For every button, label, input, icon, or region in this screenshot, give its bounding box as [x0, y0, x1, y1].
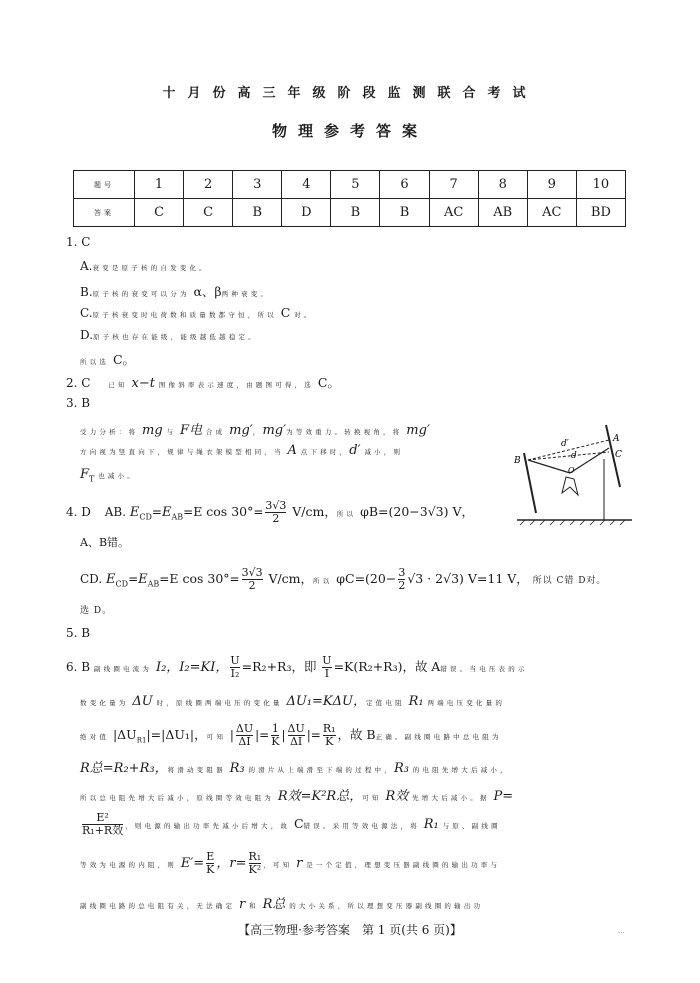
q6-fu-den: I₂ [230, 667, 240, 680]
q6-line-6 [80, 812, 501, 837]
q6-l2d: ΔU₁=KΔU， [286, 694, 366, 709]
q6-l3d: |=|ΔU₁|， [146, 727, 207, 742]
q6-fu-num: U [230, 654, 240, 667]
q3-l1c: 合成 [205, 428, 226, 436]
q6-frac-u-i [322, 655, 331, 680]
q5-heading: 5. B [66, 626, 91, 640]
q6-f6-num: E² [96, 811, 109, 824]
q6-l4e: R₃ [393, 761, 409, 776]
q4-f1-num: 3√3 [265, 499, 287, 512]
q6-line-7 [80, 851, 500, 876]
fig-label-a: A [613, 434, 620, 444]
q6-l8c: 和 [249, 902, 259, 910]
q4-line-3: CD. $E_{CD}=E_{AB}=E$ cos 30°= $\frac{3√3}{2}$ V/cm，所以 φC=(20− $\frac{3}{2}$ √3 · 2√3) V=11 V， 所以 C错 D对。 [80, 566, 607, 592]
answer-cell: AB [478, 199, 527, 227]
q6-l2a: 数变化量为 [80, 699, 129, 707]
fig-label-d: d [571, 451, 577, 461]
q6-l7f: 是一个定值，理想变压器副线圈的输出功率与 [306, 861, 501, 869]
q4-cd-tag: CD. [80, 572, 103, 586]
q3-f-tension-sub: T [89, 474, 95, 484]
q6-f3a-num: ΔU [235, 722, 254, 735]
q4-f1-den: 2 [265, 512, 286, 525]
number-cell: 3 [233, 171, 282, 199]
q1-c-text2: 对。 [294, 311, 314, 319]
q4-fraction-1 [265, 500, 286, 525]
q6-l5b: R效=K²R总， [277, 789, 363, 804]
q2-symbol: x−t [131, 376, 155, 391]
q6-line-4 [80, 757, 510, 776]
q6-l8b: r [239, 897, 246, 912]
q4-e-cd: E [129, 505, 140, 520]
q6-f3c-num: ΔU [287, 722, 305, 735]
q4-f2-den: 2 [398, 579, 406, 592]
q6-l5e: 先增大后减小。据 [412, 794, 490, 802]
q2-answer: C。 [317, 375, 340, 390]
q1-b-text2: 两种衰变。 [221, 290, 271, 298]
q4-cd-unit: V/cm， [268, 571, 314, 586]
q3-l1e: 为等效重力。转换视角，将 [286, 428, 403, 436]
q4-line-1: 4. D AB. $E_{CD}=E_{AB}=E$ cos 30°= $\frac{3√3}{2}$ V/cm，所以 φB=(20−3√3) V， [66, 499, 475, 525]
q4-so: 所以 [336, 510, 357, 518]
answer-row [74, 199, 626, 227]
q3-mg-prime-3: mg′ [406, 423, 430, 438]
q6-l4b: 将滑动变阻器 [167, 766, 226, 774]
answer-cell: D [282, 199, 331, 227]
q1-c-symbol: C [280, 305, 291, 320]
q3-l1b: 与 [166, 428, 177, 436]
q6-f7a-num: E [206, 850, 215, 863]
q1-c-tag: C. [80, 306, 93, 320]
q3-line-1 [80, 419, 430, 438]
q6-f3d-num: R₁ [322, 722, 336, 735]
q6-frac-r [249, 851, 262, 876]
q4-phi-b: φB=(20−3√3) V， [360, 504, 475, 519]
q4-cd-sub-2: CD [115, 579, 129, 589]
number-cell: 9 [527, 171, 576, 199]
hanging-clothes [562, 477, 578, 495]
q4-cos-expr: E cos 30° [193, 504, 254, 519]
q6-l8d: R总 [262, 897, 286, 912]
q6-f7b-den: K² [248, 863, 262, 876]
row-label-number: 题号 [74, 171, 135, 199]
q6-frac-e [206, 851, 214, 876]
q6-line-3: 绝对值 $|\Delta U_{R1}|=|\Delta U_1|$，可知 | $\frac{\Delta U}{\Delta I}$ |= $\frac{1}{K}$ | $\frac{\Delta U}{\Delta I}$ |= $\frac{\text{R₁}}{K}$ ，故 B正确。副线圈电路中总电阻为 [80, 722, 502, 748]
q1-c-text1: 原子核衰变时电荷数和质量数都守恒，所以 [92, 311, 277, 319]
number-cell: 2 [184, 171, 233, 199]
q6-l2b: ΔU [132, 694, 153, 709]
q6-frac-u-i2 [230, 655, 239, 680]
q6-line-5 [80, 785, 513, 804]
q6-l6c: 错误。采用等效电源法，将 [303, 822, 420, 830]
q3-d-prime: d′ [349, 443, 361, 458]
q1-d-text: 原子核也存在能级，能级越低越稳定。 [93, 333, 258, 341]
number-cell: 4 [282, 171, 331, 199]
q3-l2c: 减小，则 [364, 448, 404, 456]
q4-f1-num-2: 3√3 [241, 566, 263, 579]
q4-cos-expr-2: E cos 30° [169, 571, 230, 586]
q6-l5d: R效 [385, 789, 409, 804]
q6-l7a: 等效为电源的内阻，则 [80, 861, 177, 869]
q6-frac-power [82, 812, 123, 837]
q6-line-2 [80, 690, 505, 709]
q4-fraction-2 [242, 567, 263, 592]
fig-label-b: B [514, 456, 521, 466]
q1-option-c [80, 305, 314, 320]
q6-l7b: E′= [180, 856, 205, 871]
q6-l5c: 可知 [362, 794, 382, 802]
q4-cd-sub: CD [139, 512, 152, 522]
q6-fui-den: I [322, 667, 331, 680]
q6-l3a: 绝对值 [80, 733, 110, 741]
q6-frac-3a [236, 723, 253, 748]
corner-mark: ··· [618, 929, 625, 937]
q6-frac-3d [323, 723, 336, 748]
row-label-answer: 答案 [74, 199, 135, 227]
q6-f3c-den: ΔI [288, 735, 305, 748]
q3-l2b: 点下移时， [300, 448, 350, 456]
answer-cell: AC [429, 199, 478, 227]
q1-d-tag: D. [80, 328, 94, 342]
q3-f-tension: F [80, 467, 90, 482]
q6-f3b-den: K [271, 735, 280, 748]
q6-l1b: I₂，I₂=KI， [155, 660, 229, 675]
q6-l1a: 副线圈电流为 [93, 665, 153, 673]
q1-b-symbol: α、β [193, 284, 222, 299]
q4-unit: V/cm， [292, 504, 337, 519]
q4-ab-sub-2: AB [147, 579, 160, 589]
q6-fui-num: U [322, 654, 332, 667]
q1-option-a [80, 259, 209, 273]
number-cell: 7 [429, 171, 478, 199]
q1-option-b [80, 282, 270, 300]
q6-l1c: =R₂+R₃，即 [241, 659, 317, 674]
q4-ab-tag: AB. [104, 505, 127, 519]
q4-fraction-3 [398, 567, 405, 592]
q6-l6a: ，则电源的输出功率先减小后增大，故 [125, 822, 291, 830]
rope-left [528, 460, 570, 473]
q6-l4c: R₃ [229, 761, 245, 776]
answer-cell: C [135, 199, 184, 227]
q6-l2f: R₁ [408, 694, 424, 709]
q1-option-d [80, 328, 258, 342]
q4-e-ab: E [161, 505, 172, 520]
q6-l8a: 副线圈电路的总电阻有关，无法确定 [80, 902, 236, 910]
q4-cd-result: 所以 C错 D对。 [532, 576, 607, 586]
q6-l8e: 的大小关系，所以理想变压器副线圈的输出功 [289, 902, 484, 910]
q6-l3g: B [366, 727, 376, 742]
q6-l3h: 正确。副线圈电路中总电阻为 [375, 733, 502, 741]
q1-end-answer: C。 [112, 352, 136, 367]
q3-mg-prime: mg′ [229, 423, 253, 438]
fig-label-d-prime: d′ [561, 439, 569, 449]
q6-l5a: 所以总电阻先增大后减小，原线圈等效电阻为 [80, 794, 274, 802]
number-cell: 10 [576, 171, 625, 199]
q3-line-2 [80, 443, 403, 458]
answer-cell: C [184, 199, 233, 227]
fig-label-c: C [615, 450, 622, 460]
q6-l2g: 两端电压变化量的 [427, 699, 506, 707]
q4-line-2 [80, 534, 129, 550]
q3-l2a: 方向视为竖直向下，规律与绳衣架模型相同，当 [80, 448, 284, 456]
q3-l1a: 受力分析：将 [80, 428, 139, 436]
q4-heading: 4. D [66, 505, 91, 519]
q1-a-text: 衰变是原子核的自发变化。 [92, 264, 209, 272]
q6-frac-3c [288, 723, 305, 748]
fig-label-o: O [568, 466, 575, 475]
q6-l4a: R总=R₂+R₃， [80, 761, 168, 776]
answer-table [73, 170, 626, 227]
q2-line [66, 373, 340, 391]
q6-l5f: P= [493, 789, 514, 804]
q6-line-1 [66, 655, 528, 680]
q6-l4d: 的滑片从上端滑至下端的过程中， [248, 766, 394, 774]
q2-text2: 图像斜率表示速度，由题图可得，选 [158, 381, 314, 389]
q6-l6b: C [293, 816, 304, 831]
q6-f7a-den: K [206, 863, 215, 876]
q1-heading: 1. C [66, 235, 91, 249]
q2-heading: 2. C [66, 376, 91, 390]
number-cell: 8 [478, 171, 527, 199]
q1-conclusion [80, 350, 135, 368]
q1-end-text: 所以选 [80, 358, 110, 366]
question-number-row [74, 171, 626, 199]
q4-ab-wrong: A、B错。 [80, 536, 130, 549]
q4-ab-sub: AB [171, 512, 184, 522]
q4-f2-num: 3 [398, 566, 406, 579]
q1-b-tag: B. [80, 285, 93, 299]
q6-l6d: R₁ [423, 817, 439, 832]
q1-b-text1: 原子核的衰变可以分为 [92, 290, 190, 298]
q6-heading: 6. B [66, 660, 91, 674]
q6-l2e: 定值电阻 [365, 699, 405, 707]
number-cell: 5 [331, 171, 380, 199]
q3-l1d: ， [252, 428, 263, 436]
q6-l1e: A [431, 659, 441, 674]
answer-cell: BD [576, 199, 625, 227]
answer-cell: B [233, 199, 282, 227]
q3-point-a: A [287, 443, 297, 458]
q4-phi-c2: √3 · 2√3) V=11 V， [407, 571, 529, 586]
q6-f3b-num: 1 [271, 722, 279, 735]
number-cell: 1 [135, 171, 184, 199]
answer-key-title: 物理参考答案 [271, 122, 428, 140]
q4-phi-c1: φC=(20− [336, 571, 397, 586]
q6-l4f: 的电阻先增大后减小， [412, 766, 510, 774]
q4-e-cd-2: E [106, 572, 116, 587]
q6-l6e: 与原、副线圈 [442, 822, 501, 830]
q4-e-ab-2: E [138, 572, 148, 587]
page-footer: 【高三物理·参考答案 第 1 页(共 6 页)】 [238, 923, 462, 937]
q3-clothesline-figure [512, 415, 632, 527]
answer-cell: B [380, 199, 429, 227]
q4-conclusion [80, 602, 112, 616]
q6-frac-3b [271, 723, 279, 748]
q3-mg-prime-2: mg′ [262, 423, 287, 438]
answer-cell: B [331, 199, 380, 227]
q6-l3b: |ΔU [112, 727, 137, 742]
answer-cell: AC [527, 199, 576, 227]
q3-heading: 3. B [66, 396, 91, 410]
q6-f6-den: R₁+R效 [82, 824, 124, 837]
q6-line-8 [80, 893, 483, 912]
q6-l2c: 时，原线圈两端电压的变化量 [156, 699, 283, 707]
q6-l7d: ，可知 [263, 861, 293, 869]
q6-f3a-den: ΔI [236, 735, 253, 748]
q6-l1d: =K(R₂+R₃)，故 [333, 659, 428, 674]
q6-l3c: R1 [136, 736, 147, 745]
q4-so-2: 所以 [313, 577, 333, 585]
number-cell: 6 [380, 171, 429, 199]
q6-f7b-num: R₁ [248, 850, 262, 863]
exam-title: 十月份高三年级阶段监测联合考试 [162, 86, 538, 101]
q6-l7e: r [296, 856, 303, 871]
q6-l3f: ，故 [337, 727, 363, 742]
q3-f-electric: F电 [180, 423, 203, 438]
q4-f1-den-2: 2 [242, 579, 263, 592]
q4-end: 选 D。 [80, 606, 113, 616]
q6-l1f: 错误。当电压表的示 [440, 665, 528, 673]
q1-a-tag: A. [80, 259, 93, 273]
q6-l3e: 可知 [206, 733, 227, 741]
q6-f3d-den: K [323, 735, 336, 748]
q3-line-3 [80, 467, 137, 483]
q6-l7c: ，r= [216, 856, 247, 871]
q2-text1: 已知 [108, 381, 128, 389]
q3-l3b: 也减小。 [98, 472, 138, 480]
q3-mg: mg [142, 423, 163, 438]
